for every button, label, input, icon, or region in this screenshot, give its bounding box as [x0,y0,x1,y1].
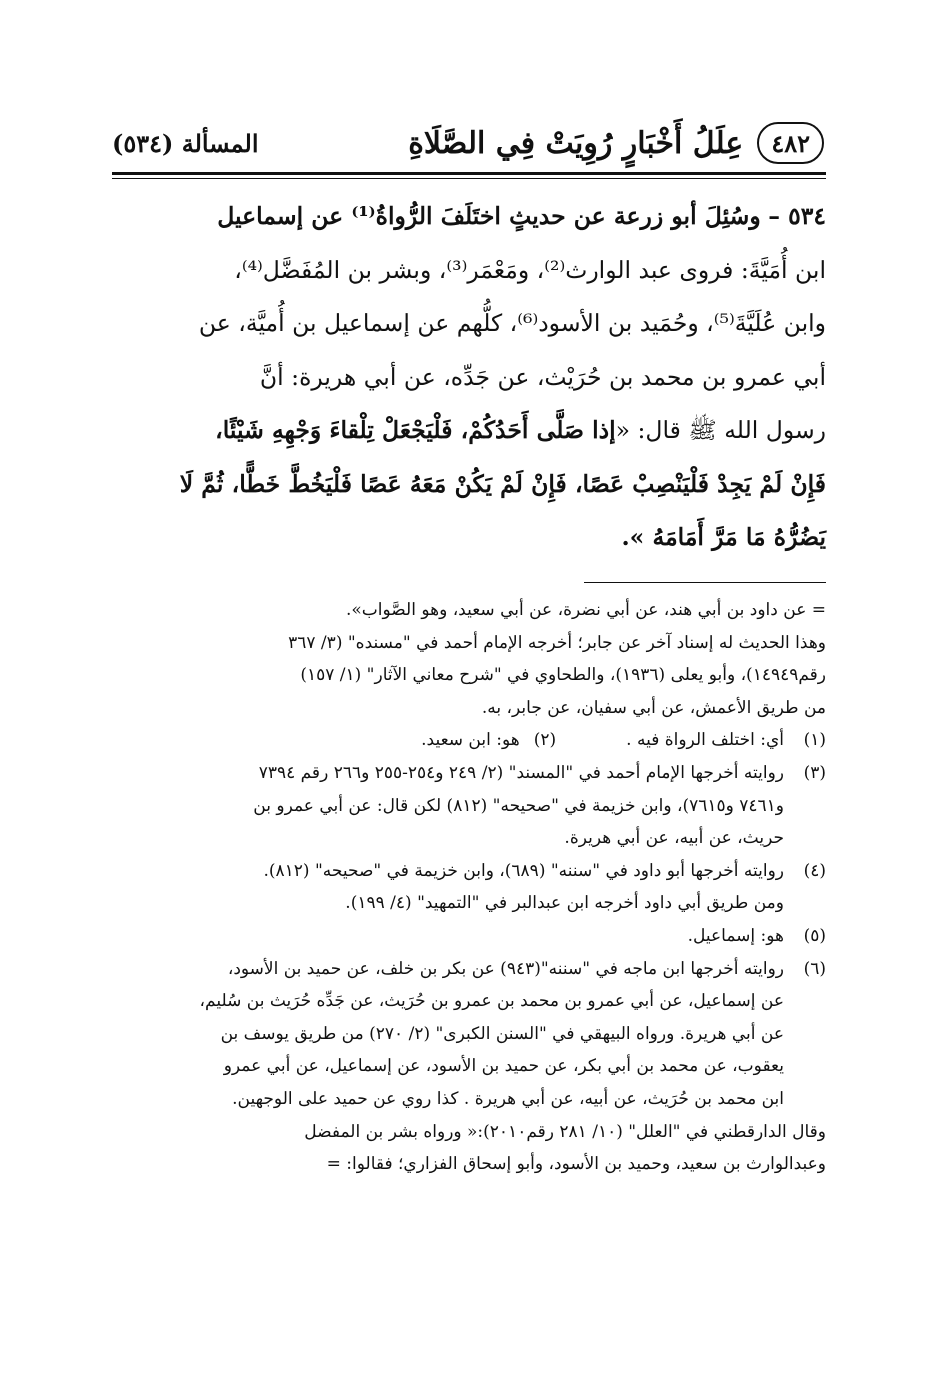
header-rule-thin [112,178,826,179]
footnote-line: ابن محمد بن حُرَيث، عن أبيه، عن أبي هريرة . كذا روي عن حميد على الوجهين. [232,1088,784,1109]
footnote-text: هو: ابن سعيد. [421,730,520,751]
footnote-number: (٥) [803,925,826,946]
entry-line: ابن أُمَيَّةَ: فروى عبد الوارث⁽²⁾، ومَعْمَر⁽³⁾، وبشر بن المُفَضَّل⁽⁴⁾، [234,255,826,284]
footnote-line: وعبدالوارث بن سعيد، وحميد بن الأسود، وأبو إسحاق الفزاري؛ فقالوا: = [326,1154,826,1175]
page-number: ٤٨٢ [757,122,824,164]
footnote-line: هو: إسماعيل. [687,925,784,946]
footnote-line: ومن طريق أبي داود أخرجه ابن عبدالبر في "التمهيد" (٤/ ١٩٩). [345,893,784,914]
issue-label: المسألة (٥٣٤) [112,128,259,158]
entry-line: ٥٣٤ – وسُئِلَ أبو زرعة عن حديثٍ اختَلَفَ الرُّواةُ⁽¹⁾ عن إسماعيل [217,202,826,230]
header-rule-thick [112,172,826,175]
footnote-line: روايته أخرجها ابن ماجه في "سننه"(٩٤٣) عن بكر بن خلف، عن حميد بن الأسود، [227,958,784,979]
footnote-number: (٣) [803,762,826,783]
hadith-text: إذا صَلَّى أَحَدُكُمْ، فَلْيَجْعَلْ تِلْقاءَ وَجْهِهِ شَيْئًا، [215,416,616,444]
footnote-line: وقال الدارقطني في "العلل" (١٠/ ٢٨١ رقم٢٠١٠):« ورواه بشر بن المفضل [304,1121,826,1142]
footnote-number: (٢) [533,730,557,751]
footnote-3 [112,757,826,855]
footnote-text: أي: اختلف الرواة فيه . [626,730,784,751]
footnote-line: حريث، عن أبيه، عن أبي هريرة. [564,828,784,849]
footnote-line: عن إسماعيل، عن أبي عمرو بن محمد بن عمرو بن حُرَيث، عن جَدِّه حُرَيث بن سُليم، [199,991,784,1012]
footnote-continuation-line: وهذا الحديث له إسناد آخر عن جابر؛ أخرجه الإمام أحمد في "مسنده" (٣/ ٣٦٧ [288,632,826,653]
footnote-line: عن أبي هريرة. ورواه البيهقي في "السنن الكبرى" (٢/ ٢٧٠) من طريق يوسف بن [220,1023,784,1044]
footnote-line: روايته أخرجها الإمام أحمد في "المسند" (٢/ ٢٤٩ و٢٥٤-٢٥٥ و٢٦٦ رقم ٧٣٩٤ [258,762,784,783]
entry-line: أبي عمرو بن محمد بن حُرَيْث، عن جَدِّه، عن أبي هريرة: أنَّ [259,362,826,391]
entry-line: وابن عُلَيَّةَ⁽⁵⁾، وحُمَيد بن الأسود⁽⁶⁾، كلُّهم عن إسماعيل بن أُميَّة، عن [198,309,826,337]
book-title: عِلَلُ أَخْبَارٍ رُوِيَتْ فِي الصَّلَاةِ [408,125,744,161]
footnote-continuation-line: رقم١٤٩٤٩)، وأبو يعلى (١٩٣٦)، والطحاوي في "شرح معاني الآثار" (١/ ١٥٧) [300,665,826,686]
hadith-line: يَضُرُّهُ مَا مَرَّ أَمَامَهُ ». [621,523,826,551]
footnote-line: و٧٤٦١ و٧٦١٥)، وابن خزيمة في "صحيحه" (٨١٢) لكن قال: عن أبي عمرو بن [253,795,784,816]
footnote-1-2 [112,724,826,757]
footnote-number: (٦) [803,958,826,979]
entry-number: ٥٣٤ – [768,202,826,230]
entry-line [112,404,826,458]
footnote-number: (٤) [803,860,826,881]
main-text [112,190,826,565]
footnote-continuation-line: من طريق الأعمش، عن أبي سفيان، عن جابر، به. [481,697,826,718]
footnote-5 [112,920,826,953]
footnote-number: (١) [803,730,826,751]
footnote-4 [112,855,826,920]
footnotes [112,594,826,1181]
footnote-6 [112,953,826,1116]
hadith-line: فَإِنْ لَمْ يَجِدْ فَلْيَنْصِبْ عَصًا، فَإِنْ لَمْ يَكُنْ مَعَهُ عَصًا فَلْيَخُطَّ خَطًّا، ثُمَّ لَا [179,469,826,498]
running-header [112,118,824,168]
footnote-line: يعقوب، عن محمد بن أبي بكر، عن حميد بن الأسود، عن إسماعيل، عن أبي عمرو [223,1056,784,1077]
footnote-separator [584,582,826,583]
lead-in: رسول الله ﷺ قال: « [615,416,826,444]
footnote-line: روايته أخرجها أبو داود في "سننه" (٦٨٩)، وابن خزيمة في "صحيحه" (٨١٢). [263,860,784,881]
footnote-continuation-line: = عن داود بن أبي هند، عن أبي نضرة، عن أبي سعيد، وهو الصَّواب». [345,600,826,620]
